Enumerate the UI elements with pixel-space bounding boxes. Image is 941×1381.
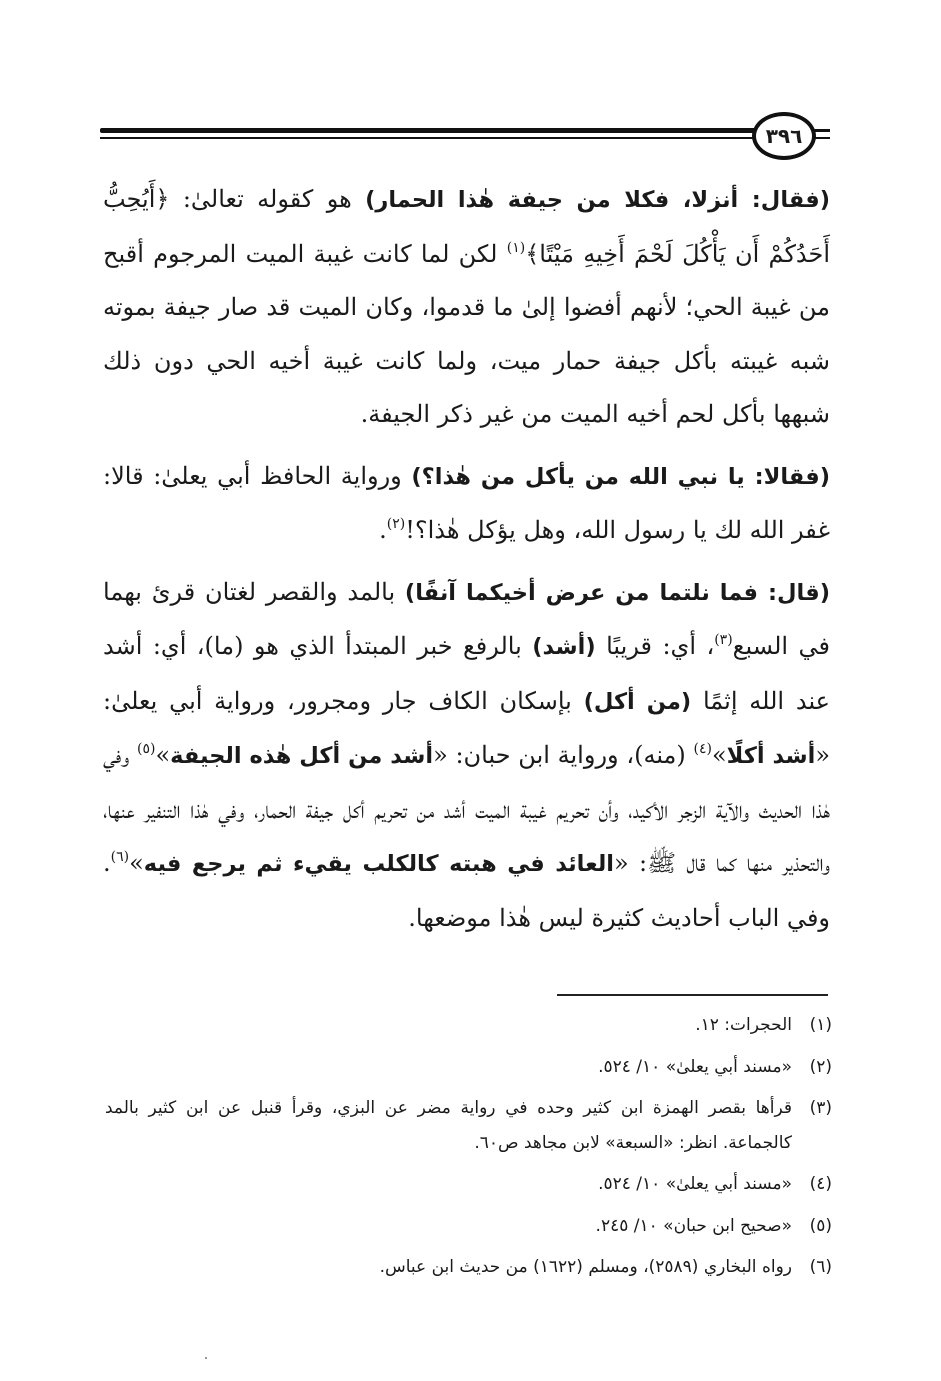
commentary-text: . وفي الباب أحاديث كثيرة ليس هٰذا موضعها. — [103, 849, 830, 932]
footnote-ref: (٣) — [714, 632, 733, 648]
main-text — [103, 173, 830, 953]
footnote-divider — [557, 994, 828, 996]
commentary-text: هو كقوله تعالىٰ: ﴿أَيُحِبُّ أَحَدُكُمْ أَن يَأْكُلَ لَحْمَ أَخِيهِ مَيْتًا﴾ — [103, 185, 830, 268]
footnote-item — [105, 1050, 832, 1085]
footnote-text: «مسند أبي يعلىٰ» ١٠/ ٥٢٤. — [598, 1056, 792, 1077]
quoted-hadith-text: أشد من أكل هٰذه الجيفة — [170, 743, 434, 769]
footnote-item — [105, 1091, 832, 1160]
footnote-number: (٤) — [809, 1174, 832, 1194]
footnote-ref: (٤) — [693, 741, 712, 757]
quoted-hadith-text: العائد في هبته كالكلب يقيء ثم يرجع فيه — [143, 851, 614, 877]
footnotes — [105, 1008, 832, 1292]
footnote-ref: (٦) — [110, 849, 130, 865]
quoted-hadith-text: أشد أكلًا — [726, 743, 816, 769]
quoted-hadith-text: (أشد) — [532, 634, 596, 660]
quoted-hadith-text: (من أكل) — [583, 688, 692, 715]
paragraph — [103, 566, 830, 946]
commentary-text: لكن لما كانت غيبة الميت المرجوم أقبح من غيبة الحي؛ لأنهم أفضوا إلىٰ ما قدموا، وكان الميت قد صار جيفة بموته شبه غيبته بأكل جيفة حمار ميت، ولما كانت غيبة أخيه الحي دون ذلك شبهها بأكل لحم أخيه الميت من غير ذكر الجيفة. — [103, 239, 830, 428]
footnote-number: (٢) — [809, 1056, 832, 1077]
footnote-number: (٥) — [809, 1215, 832, 1236]
footnote-text: الحجرات: ١٢. — [695, 1015, 792, 1035]
commentary-text: بإسكان الكاف جار ومجرور، ورواية أبي يعلىٰ: « — [103, 686, 830, 769]
commentary-text: » — [711, 741, 727, 769]
commentary-text: ورواية الحافظ أبي يعلىٰ: قالا: غفر الله لك يا رسول الله، وهل يؤكل هٰذا؟! — [103, 461, 830, 544]
footnote-text: رواه البخاري (٢٥٨٩)، ومسلم (١٦٢٢) من حديث ابن عباس. — [379, 1257, 792, 1277]
footnote-number: (٦) — [809, 1257, 832, 1277]
footnote-text: قرأها بقصر الهمزة ابن كثير وحده في رواية مضر عن البزي، وقرأ قنبل عن ابن كثير بالمد كالجماعة. انظر: «السبعة» لابن مجاهد ص٦٠. — [105, 1098, 792, 1153]
footnote-ref: (٢) — [386, 516, 406, 532]
footnote-text: «مسند أبي يعلىٰ» ١٠/ ٥٢٤. — [598, 1174, 792, 1194]
commentary-text: . — [379, 516, 387, 544]
footnote-item — [105, 1250, 832, 1285]
quoted-hadith-text: (قال: فما نلتما من عرض أخيكما آنفًا) — [404, 579, 830, 606]
header-rule — [100, 128, 768, 139]
commentary-text: ، أي: قريبًا — [595, 632, 715, 660]
footnote-item — [105, 1008, 832, 1043]
commentary-text: » — [155, 741, 171, 769]
page-header — [100, 112, 830, 164]
commentary-text: (منه)، ورواية ابن حبان: « — [433, 741, 694, 769]
quoted-hadith-text: (فقال: أنزلا، فكلا من جيفة هٰذا الحمار) — [365, 187, 830, 213]
paragraph — [103, 173, 830, 442]
paragraph — [103, 450, 830, 558]
commentary-text: بالمد والقصر لغتان قرئ بهما في السبع — [103, 577, 830, 660]
footnote-ref: (٥) — [137, 741, 156, 757]
scan-speck — [205, 1357, 207, 1359]
footnote-ref: (١) — [506, 239, 526, 256]
footnote-number: (٣) — [809, 1098, 832, 1118]
commentary-text: وفي هٰذا الحديث والآية الزجر الأكيد، وأن تحريم غيبة الميت أشد من تحريم أكل جيفة الحمار، وفي هٰذا التنفير عنها، والتحذير منها كما قال ﷺ: « — [103, 741, 830, 877]
footnote-text: «صحيح ابن حبان» ١٠/ ٢٤٥. — [595, 1215, 792, 1236]
page-number: ٣٩٦ — [752, 112, 816, 160]
footnote-number: (١) — [809, 1015, 832, 1035]
commentary-text: بالرفع خبر المبتدأ الذي هو (ما)، أي: أشد عند الله إثمًا — [103, 632, 831, 715]
quoted-hadith-text: (فقالا: يا نبي الله من يأكل من هٰذا؟) — [411, 463, 831, 490]
footnote-item — [105, 1167, 832, 1202]
footnote-item — [105, 1209, 832, 1244]
commentary-text: » — [129, 849, 144, 877]
